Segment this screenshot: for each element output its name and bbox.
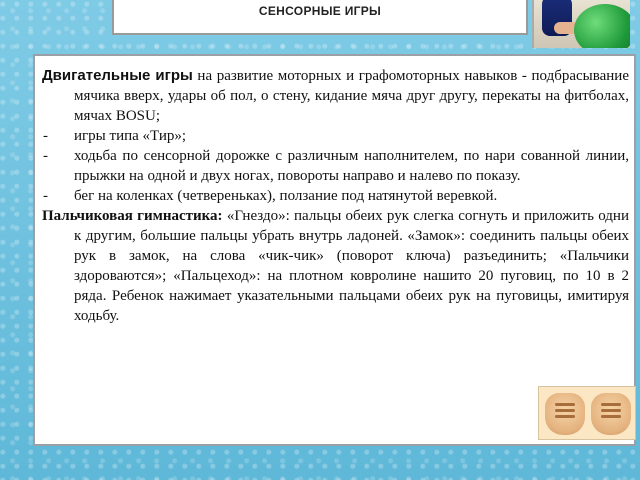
- hands-illustration: [538, 386, 636, 440]
- fitball-icon: [574, 4, 630, 48]
- bullet-dash: -: [43, 148, 48, 164]
- list-item-text: бег на коленках (четвереньках), ползание под натянутой веревкой.: [74, 188, 498, 204]
- section-intro-motor: на развитие моторных и графомоторных навыков - подбрасывание мячика вверх, удары об пол, о стену, кидание мяча друг другу, перекаты на фитболах, мячах BOSU;: [74, 68, 629, 124]
- right-hand-icon: [591, 393, 631, 435]
- section-text-finger: «Гнездо»: пальцы обеих рук слегка согнуть и приложить одни к другим, большие пальцы убрать внутрь ладоней. «Замок»: соединить пальцы обеих рук в замок, на слова «чик-чик» (поворот ключа) разъединить; «Пальчики здороваются»; «Пальцеход»: на плотном ковролине нашито 20 пуговиц, по 10 в 2 ряда. Ребенок нажимает указательными пальцами обеих рук на пуговицы, имитируя ходьбу.: [74, 208, 629, 324]
- title-box: [112, 0, 528, 35]
- page-title: СЕНСОРНЫЕ ИГРЫ: [258, 4, 382, 18]
- list-item: [42, 126, 629, 146]
- list-item-text: игры типа «Тир»;: [74, 128, 187, 144]
- fitball-photo: [532, 0, 630, 48]
- section-finger-gymnastics: [42, 206, 629, 326]
- list-item: [42, 186, 629, 206]
- list-item: [42, 146, 629, 186]
- bullet-dash: -: [43, 128, 48, 144]
- left-hand-icon: [545, 393, 585, 435]
- bullet-dash: -: [43, 188, 48, 204]
- section-heading-motor: Двигательные игры: [42, 67, 193, 84]
- section-heading-finger: Пальчиковая гимнастика:: [42, 208, 223, 224]
- content-text: [42, 66, 629, 326]
- list-item-text: ходьба по сенсорной дорожке с различным наполнителем, по нари сованной линии, прыжки на одной и двух ногах, повороты направо и налево по показу.: [74, 148, 629, 184]
- section-motor-games: [42, 66, 629, 126]
